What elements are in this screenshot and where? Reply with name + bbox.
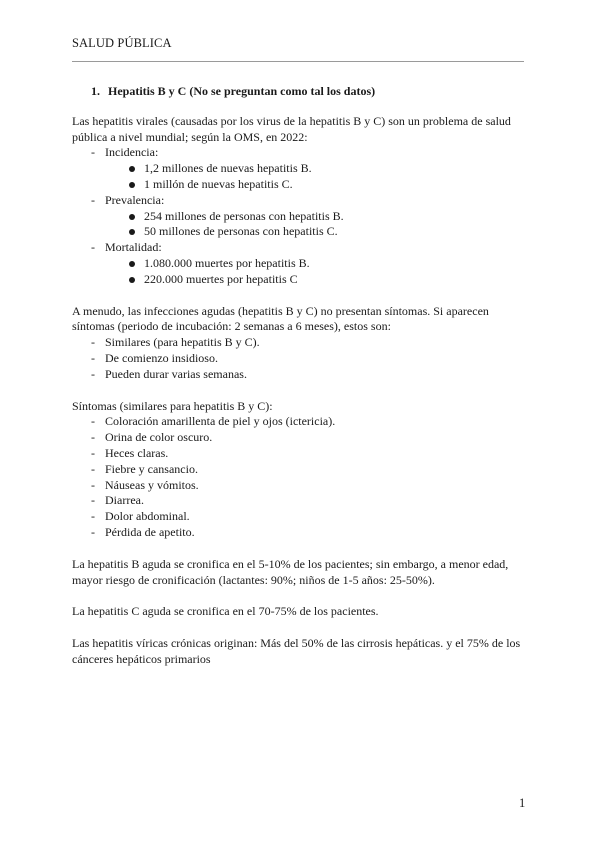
dash-marker: - bbox=[91, 477, 95, 492]
list-item-text: Similares (para hepatitis B y C). bbox=[105, 335, 260, 350]
list-item-text: Diarrea. bbox=[105, 493, 144, 508]
list-item bbox=[72, 478, 528, 494]
list-item-text: Dolor abdominal. bbox=[105, 509, 190, 524]
stats-list bbox=[72, 240, 528, 256]
dash-marker: - bbox=[91, 414, 95, 429]
dash-marker: - bbox=[91, 430, 95, 445]
document-body bbox=[72, 84, 528, 668]
chronic-b-paragraph: La hepatitis B aguda se cronifica en el 5-10% de los pacientes; sin embargo, a menor edad, mayor riesgo de cronificación (lactantes: 90%; niños de 1-5 años: 25-50%). bbox=[72, 556, 509, 587]
dash-marker: - bbox=[91, 240, 95, 255]
page-header: SALUD PÚBLICA bbox=[72, 36, 172, 50]
symptoms-list bbox=[72, 414, 528, 540]
dash-marker: - bbox=[91, 335, 95, 350]
list-item-text: Heces claras. bbox=[105, 445, 169, 460]
list-item-text: 220.000 muertes por hepatitis C bbox=[144, 271, 298, 286]
bullet-icon bbox=[129, 166, 135, 172]
stats-list bbox=[72, 193, 528, 209]
bullet-icon bbox=[129, 229, 135, 235]
list-item bbox=[72, 351, 528, 367]
list-item-text: Pérdida de apetito. bbox=[105, 524, 195, 539]
stats-item-prevalence bbox=[72, 193, 528, 209]
list-item bbox=[72, 509, 528, 525]
list-item bbox=[72, 256, 528, 272]
acute-intro-paragraph: A menudo, las infecciones agudas (hepatitis B y C) no presentan síntomas. Si aparecen síntomas (periodo de incubación: 2 semanas a 6 meses), estos son: bbox=[72, 303, 489, 334]
bullet-icon bbox=[129, 182, 135, 188]
symptoms-intro: Síntomas (similares para hepatitis B y C): bbox=[72, 398, 273, 413]
mortality-sublist bbox=[72, 256, 528, 288]
list-item-text: 254 millones de personas con hepatitis B. bbox=[144, 208, 344, 223]
dash-marker: - bbox=[91, 524, 95, 539]
list-item bbox=[72, 224, 528, 240]
dash-marker: - bbox=[91, 192, 95, 207]
chronic-c-paragraph: La hepatitis C aguda se cronifica en el 70-75% de los pacientes. bbox=[72, 604, 379, 619]
header-divider bbox=[72, 61, 524, 62]
dash-marker: - bbox=[91, 493, 95, 508]
stats-item-mortality bbox=[72, 240, 528, 256]
stats-item-incidence bbox=[72, 145, 528, 161]
stats-label: Incidencia: bbox=[105, 145, 159, 160]
section-title: Hepatitis B y C (No se preguntan como tal los datos) bbox=[108, 84, 376, 98]
stats-list bbox=[72, 145, 528, 161]
list-item-text: Fiebre y cansancio. bbox=[105, 461, 198, 476]
list-item-text: Orina de color oscuro. bbox=[105, 430, 213, 445]
list-item bbox=[72, 525, 528, 541]
list-item-text: 50 millones de personas con hepatitis C. bbox=[144, 224, 338, 239]
list-item-text: 1.080.000 muertes por hepatitis B. bbox=[144, 255, 310, 270]
dash-marker: - bbox=[91, 509, 95, 524]
prevalence-sublist bbox=[72, 209, 528, 241]
list-item bbox=[72, 430, 528, 446]
list-item-text: Pueden durar varias semanas. bbox=[105, 366, 247, 381]
list-item bbox=[72, 414, 528, 430]
list-item-text: De comienzo insidioso. bbox=[105, 350, 218, 365]
dash-marker: - bbox=[91, 350, 95, 365]
list-item-text: Coloración amarillenta de piel y ojos (ictericia). bbox=[105, 414, 336, 429]
intro-paragraph: Las hepatitis virales (causadas por los virus de la hepatitis B y C) son un problema de salud pública a nivel mundial; según la OMS, en 2022: bbox=[72, 113, 511, 144]
dash-marker: - bbox=[91, 445, 95, 460]
dash-marker: - bbox=[91, 461, 95, 476]
list-item bbox=[72, 209, 528, 225]
bullet-icon bbox=[129, 277, 135, 283]
bullet-icon bbox=[129, 261, 135, 267]
list-item bbox=[72, 446, 528, 462]
list-item bbox=[72, 272, 528, 288]
incidence-sublist bbox=[72, 161, 528, 193]
dash-marker: - bbox=[91, 145, 95, 160]
list-item-text: 1,2 millones de nuevas hepatitis B. bbox=[144, 161, 312, 176]
page-number: 1 bbox=[519, 796, 526, 810]
list-item bbox=[72, 493, 528, 509]
list-item-text: Náuseas y vómitos. bbox=[105, 477, 199, 492]
acute-list bbox=[72, 335, 528, 382]
chronic-viral-paragraph: Las hepatitis víricas crónicas originan: Más del 50% de las cirrosis hepáticas. y el 75% de los cánceres hepáticos primarios bbox=[72, 636, 521, 666]
list-item bbox=[72, 177, 528, 193]
stats-label: Mortalidad: bbox=[105, 240, 162, 255]
list-item bbox=[72, 335, 528, 351]
bullet-icon bbox=[129, 214, 135, 220]
list-item-text: 1 millón de nuevas hepatitis C. bbox=[144, 176, 293, 191]
section-heading bbox=[91, 84, 528, 100]
list-item bbox=[72, 367, 528, 383]
dash-marker: - bbox=[91, 366, 95, 381]
stats-label: Prevalencia: bbox=[105, 192, 165, 207]
list-item bbox=[72, 161, 528, 177]
list-item bbox=[72, 462, 528, 478]
section-number: 1. bbox=[91, 84, 100, 98]
